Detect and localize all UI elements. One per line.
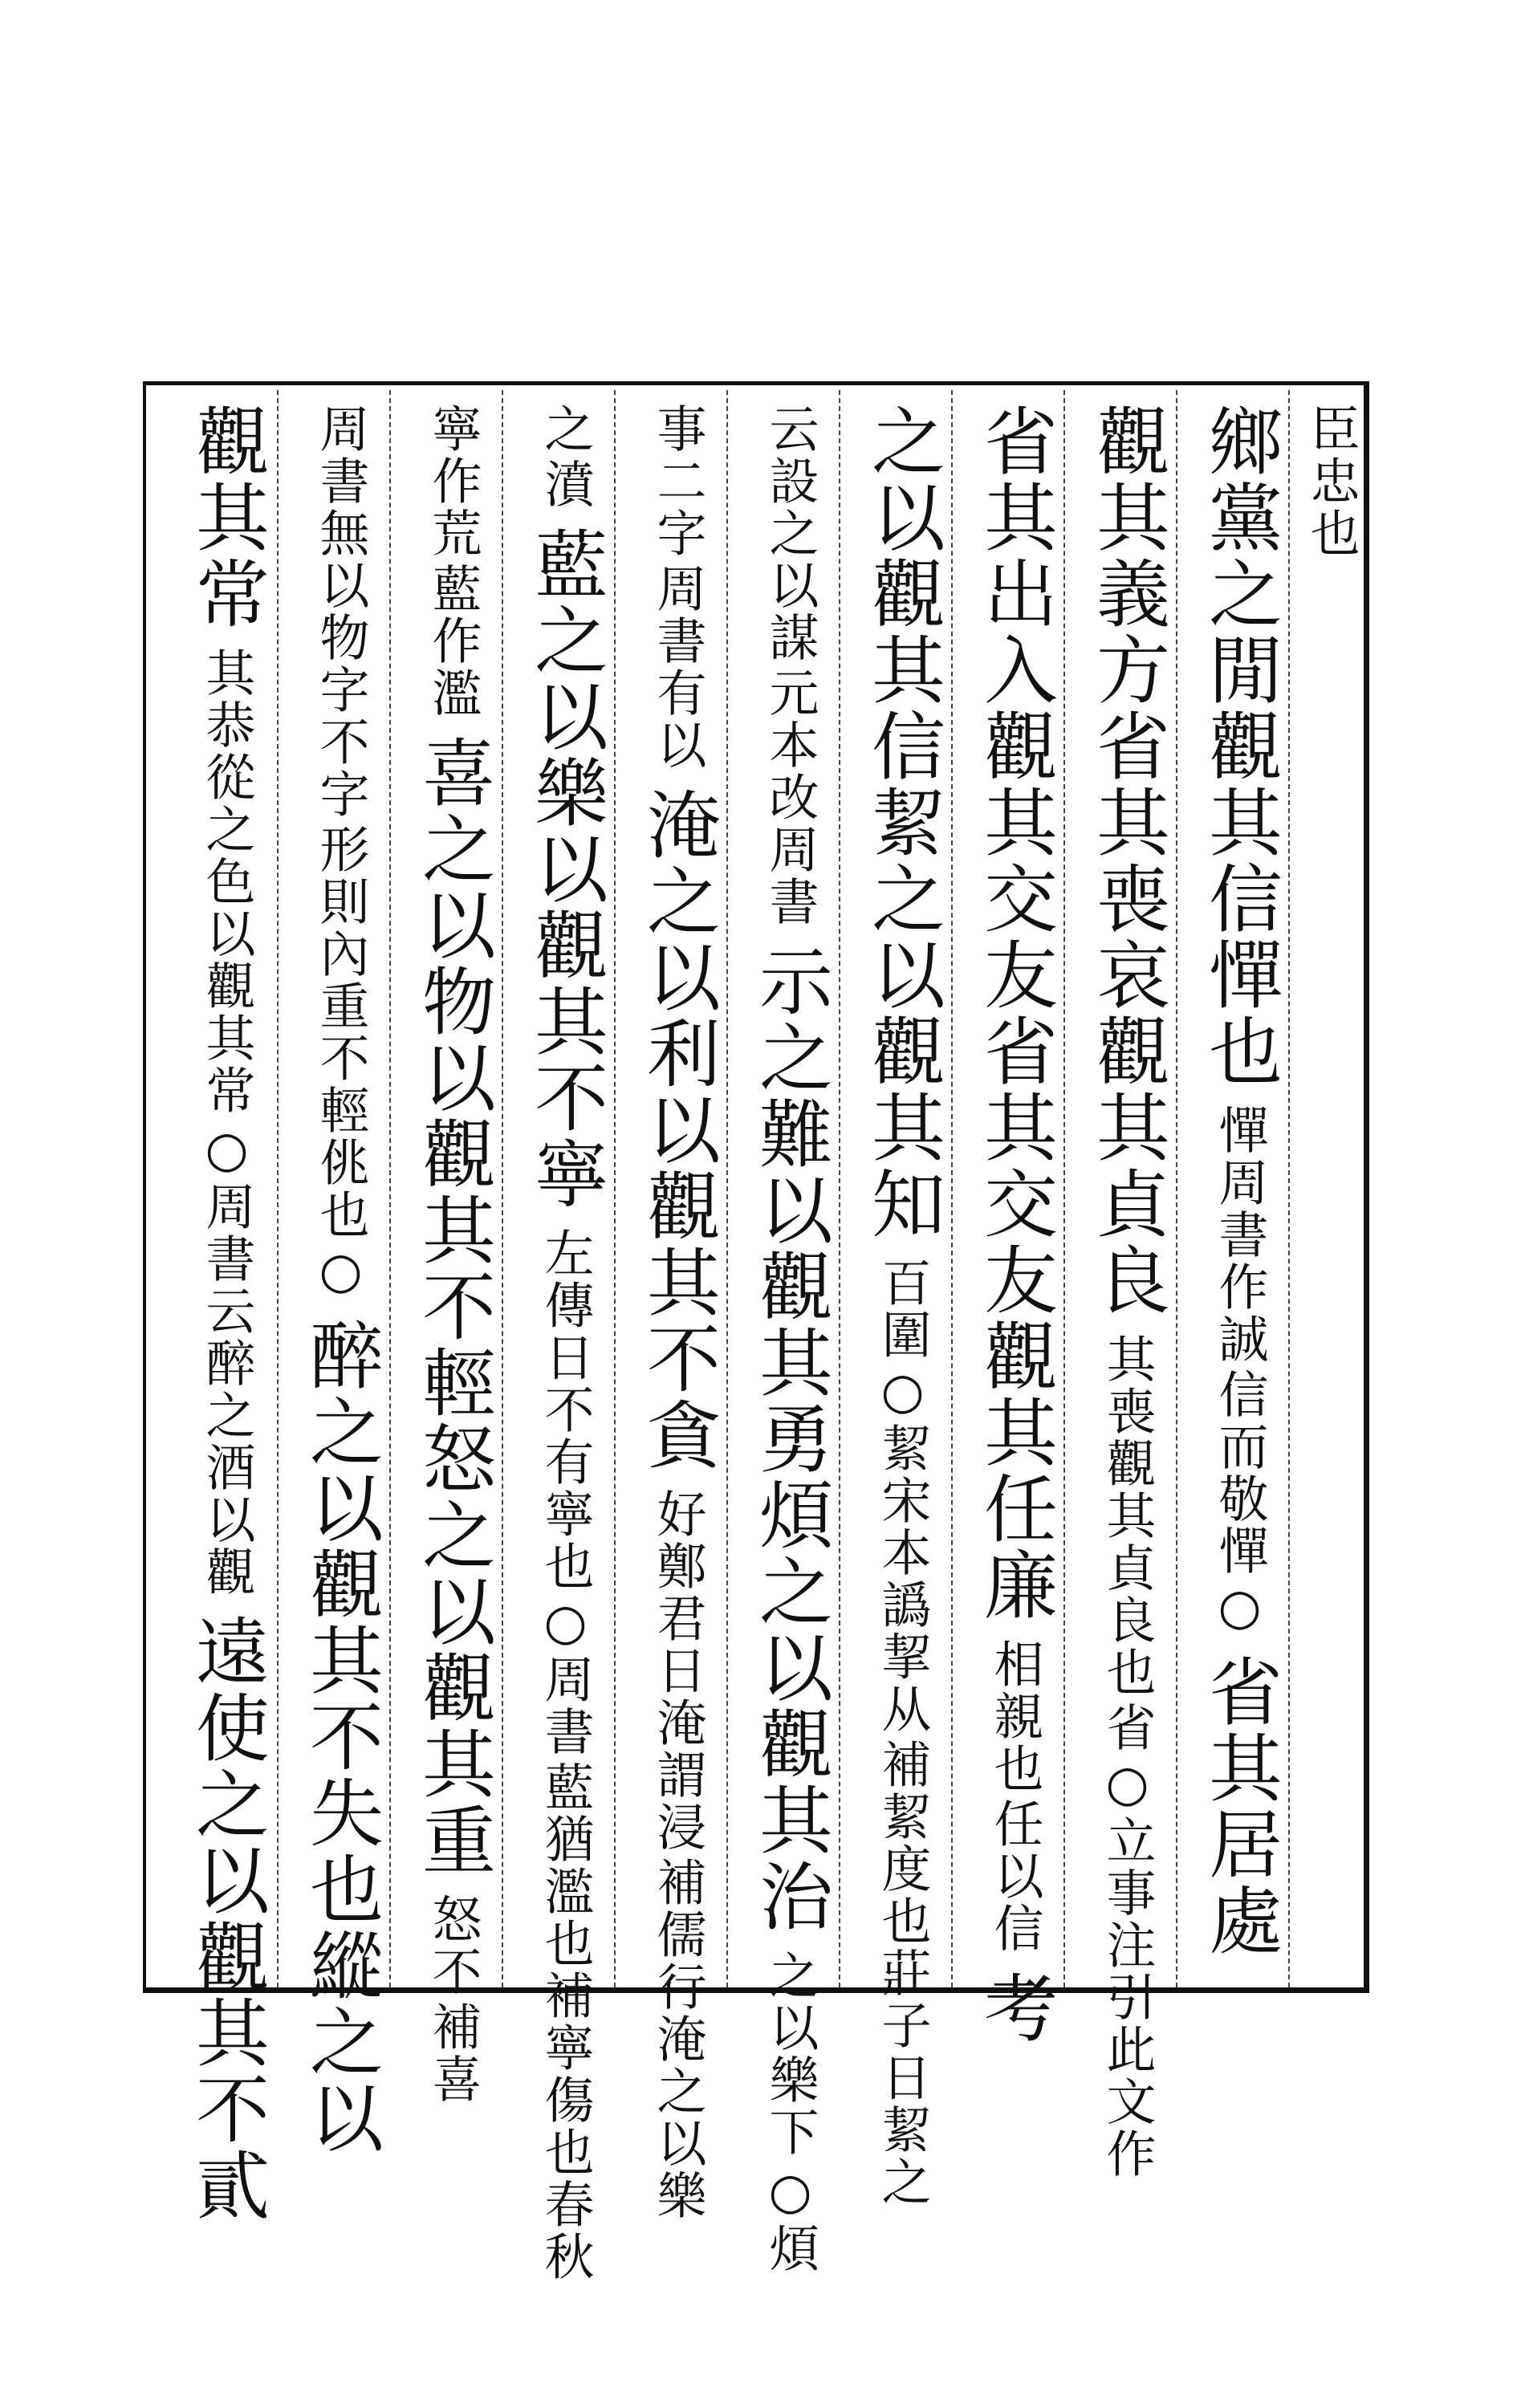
note-column-1 bbox=[1302, 403, 1360, 559]
column-3 bbox=[1083, 403, 1171, 2180]
text-frame bbox=[143, 381, 1369, 2283]
main-text: 省其出入觀其交友省其交友觀其任廉 bbox=[972, 403, 1058, 1623]
main-text-continued: 省其居處 bbox=[1197, 1653, 1283, 1959]
annotation bbox=[761, 1950, 819, 2275]
column-9 bbox=[409, 403, 497, 2105]
annotation bbox=[1210, 1104, 1269, 1638]
annotation-top-a: 形則內重不輕佻也○ bbox=[311, 824, 370, 1302]
annotation-a: ○煩 bbox=[761, 2162, 819, 2275]
annotation-b: 憚周書作誠 bbox=[1210, 1104, 1269, 1365]
annotation-b: 相親也 bbox=[986, 1638, 1044, 1795]
column-11 bbox=[182, 403, 270, 2223]
annotation-b: 怒不 bbox=[424, 1893, 482, 1998]
annotation bbox=[424, 1893, 482, 2105]
annotation bbox=[986, 1638, 1044, 1954]
column-5 bbox=[858, 403, 946, 2208]
main-text: 鄉黨之閒觀其信憚也 bbox=[1197, 403, 1283, 1089]
annotation bbox=[197, 647, 256, 1598]
annotation-top-b: 周書無以物字不字 bbox=[311, 403, 370, 820]
annotation-top-a: 周書有以 bbox=[649, 563, 707, 771]
annotation bbox=[1098, 1333, 1157, 2180]
annotation-a: 藍猶濫也補寧傷也春秋 bbox=[536, 1761, 595, 2283]
annotation-a: 補喜 bbox=[424, 2001, 482, 2105]
main-text: 觀其義方省其喪哀觀其貞良 bbox=[1084, 403, 1170, 1318]
column-rule bbox=[1063, 390, 1065, 1987]
annotation-a: 任以信 bbox=[986, 1798, 1044, 1954]
annotation-top-b: 事二字 bbox=[649, 403, 707, 559]
annotation-a: 省○立事注引此文作 bbox=[1098, 1702, 1157, 2180]
annotation bbox=[873, 1257, 932, 2208]
annotation-b: 百圍○絜宋本譌挈从 bbox=[873, 1257, 932, 1735]
main-text: 之以觀其信絜之以觀其知 bbox=[860, 403, 946, 1242]
annotation-top-a: 濆 bbox=[536, 458, 595, 510]
annotation-top bbox=[761, 403, 819, 928]
column-4 bbox=[970, 403, 1059, 2046]
annotation bbox=[536, 1227, 595, 2283]
column-10 bbox=[296, 403, 384, 2156]
annotation-b: 好鄭君日淹謂浸 bbox=[649, 1488, 707, 1853]
annotation-b: 其恭從之色以觀其常 bbox=[197, 647, 256, 1117]
column-rule bbox=[951, 390, 953, 1987]
main-text: 藍之以樂以觀其不寧 bbox=[523, 526, 608, 1212]
annotation-top bbox=[649, 403, 707, 771]
annotation-a: ○周書云醉之酒以觀 bbox=[197, 1120, 256, 1598]
column-rule bbox=[839, 390, 840, 1987]
column-6 bbox=[746, 403, 834, 2275]
main-text: 觀其常 bbox=[184, 403, 270, 632]
column-rule bbox=[277, 390, 279, 1987]
annotation-top-b: 云設之以謀 bbox=[761, 403, 819, 664]
annotation-top bbox=[424, 403, 482, 719]
annotation-b: 左傳日不有寧也○周書 bbox=[536, 1227, 595, 1758]
column-rule bbox=[389, 390, 391, 1987]
annotation-top bbox=[311, 403, 370, 1302]
column-rule bbox=[726, 390, 728, 1987]
main-text: 喜之以物以觀其不輕怒之以觀其重 bbox=[410, 734, 496, 1878]
annotation-top-a: 藍作濫 bbox=[424, 563, 482, 719]
annotation-a: 信而敬憚○ bbox=[1210, 1369, 1269, 1638]
column-rule bbox=[1288, 390, 1290, 1987]
note-text: 臣忠也 bbox=[1302, 403, 1360, 559]
column-rule bbox=[614, 390, 616, 1987]
column-rule bbox=[502, 390, 503, 1987]
annotation-top-a: 元本改周書 bbox=[761, 667, 819, 928]
main-text: 示之難以觀其勇煩之以觀其治 bbox=[747, 943, 833, 1934]
annotation-a: 補儒行淹之以樂 bbox=[649, 1857, 707, 2222]
annotation-top-b: 寧作荒 bbox=[424, 403, 482, 559]
annotation bbox=[649, 1488, 707, 2222]
column-8 bbox=[521, 403, 609, 2283]
column-2 bbox=[1195, 403, 1283, 1976]
annotation-a: 補絜度也莊子日絜之 bbox=[873, 1739, 932, 2208]
main-text-continued: 遠使之以觀其不貳 bbox=[184, 1613, 270, 2223]
annotation-b: 其喪觀其貞良也 bbox=[1098, 1333, 1157, 1698]
annotation-b: 之以樂下 bbox=[761, 1950, 819, 2158]
main-text-continued: 考 bbox=[972, 1970, 1058, 2046]
column-rule bbox=[1176, 390, 1177, 1987]
main-text: 淹之以利以觀其不貪 bbox=[635, 787, 721, 1473]
column-1 bbox=[1302, 403, 1360, 1976]
annotation-top-b: 之 bbox=[536, 403, 595, 455]
column-7 bbox=[633, 403, 722, 2222]
main-text: 醉之以觀其不失也縱之以 bbox=[298, 1317, 384, 2156]
annotation-top bbox=[536, 403, 595, 510]
